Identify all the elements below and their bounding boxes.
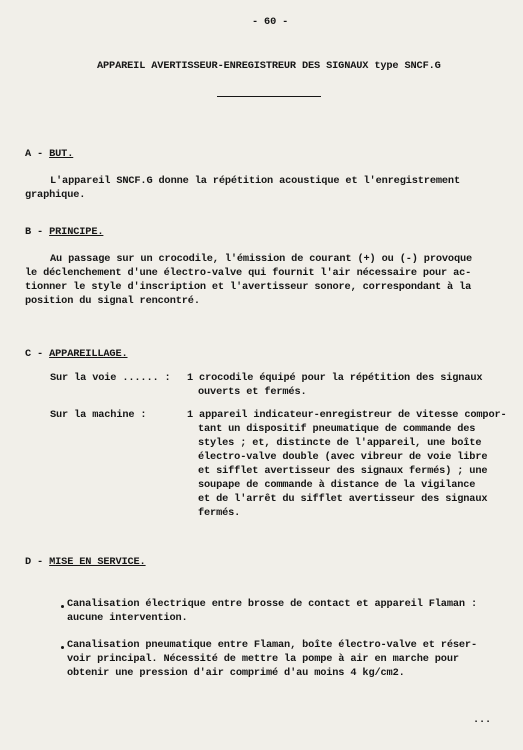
machine-line: fermés.: [198, 507, 241, 519]
section-a-line: graphique.: [25, 189, 86, 201]
voie-line: ouverts et fermés.: [198, 386, 307, 398]
section-b-line: le déclenchement d'une électro-valve qui fournit l'air nécessaire pour ac-: [25, 267, 472, 279]
section-d-title: MISE EN SERVICE.: [49, 556, 146, 568]
machine-line: soupape de commande à distance de la vigilance: [198, 479, 476, 491]
title-rule: [217, 96, 321, 97]
machine-line: 1 appareil indicateur-enregistreur de vitesse compor-: [187, 409, 507, 421]
section-b-line: tionner le style d'inscription et l'avertisseur sonore, correspondant à la: [25, 281, 472, 293]
bullet-dot: [61, 646, 64, 649]
section-b-line: position du signal rencontré.: [25, 295, 200, 307]
machine-line: et de l'arrêt du sifflet avertisseur des signaux: [198, 493, 488, 505]
voie-label: Sur la voie ...... :: [50, 372, 171, 384]
section-c-title: APPAREILLAGE.: [49, 348, 128, 360]
service-item-line: obtenir une pression d'air comprimé d'au moins 4 kg/cm2.: [67, 667, 405, 679]
service-item-line: voir principal. Nécessité de mettre la pompe à air en marche pour: [67, 653, 459, 665]
bullet-dot: [61, 605, 64, 608]
section-c-letter: C -: [25, 348, 50, 360]
section-c-heading: [25, 348, 128, 361]
section-a-title: BUT.: [49, 148, 74, 160]
section-a-heading: [25, 148, 73, 161]
service-item-line: aucune intervention.: [67, 612, 188, 624]
section-a-line: L'appareil SNCF.G donne la répétition acoustique et l'enregistrement: [50, 175, 460, 187]
service-item-line: Canalisation électrique entre brosse de contact et appareil Flaman :: [67, 598, 477, 610]
service-item-line: Canalisation pneumatique entre Flaman, boîte électro-valve et réser-: [67, 639, 477, 651]
machine-line: tant un dispositif pneumatique de commande des: [198, 423, 476, 435]
machine-label: Sur la machine :: [50, 409, 147, 421]
section-b-heading: [25, 226, 103, 239]
machine-line: et sifflet avertisseur des signaux fermés) ; une: [198, 465, 488, 477]
continuation-dots: ...: [473, 714, 492, 726]
section-a-letter: A -: [25, 148, 50, 160]
section-b-letter: B -: [25, 226, 50, 238]
machine-line: électro-valve double (avec vibreur de voie libre: [198, 451, 488, 463]
section-b-title: PRINCIPE.: [49, 226, 104, 238]
machine-line: styles ; et, distincte de l'appareil, une boîte: [198, 437, 482, 449]
section-d-letter: D -: [25, 556, 50, 568]
section-b-line: Au passage sur un crocodile, l'émission de courant (+) ou (-) provoque: [50, 253, 473, 265]
section-d-heading: [25, 556, 146, 569]
page-number: - 60 -: [252, 16, 289, 28]
page-title: APPAREIL AVERTISSEUR-ENREGISTREUR DES SIGNAUX type SNCF.G: [97, 60, 441, 72]
voie-line: 1 crocodile équipé pour la répétition des signaux: [187, 372, 483, 384]
